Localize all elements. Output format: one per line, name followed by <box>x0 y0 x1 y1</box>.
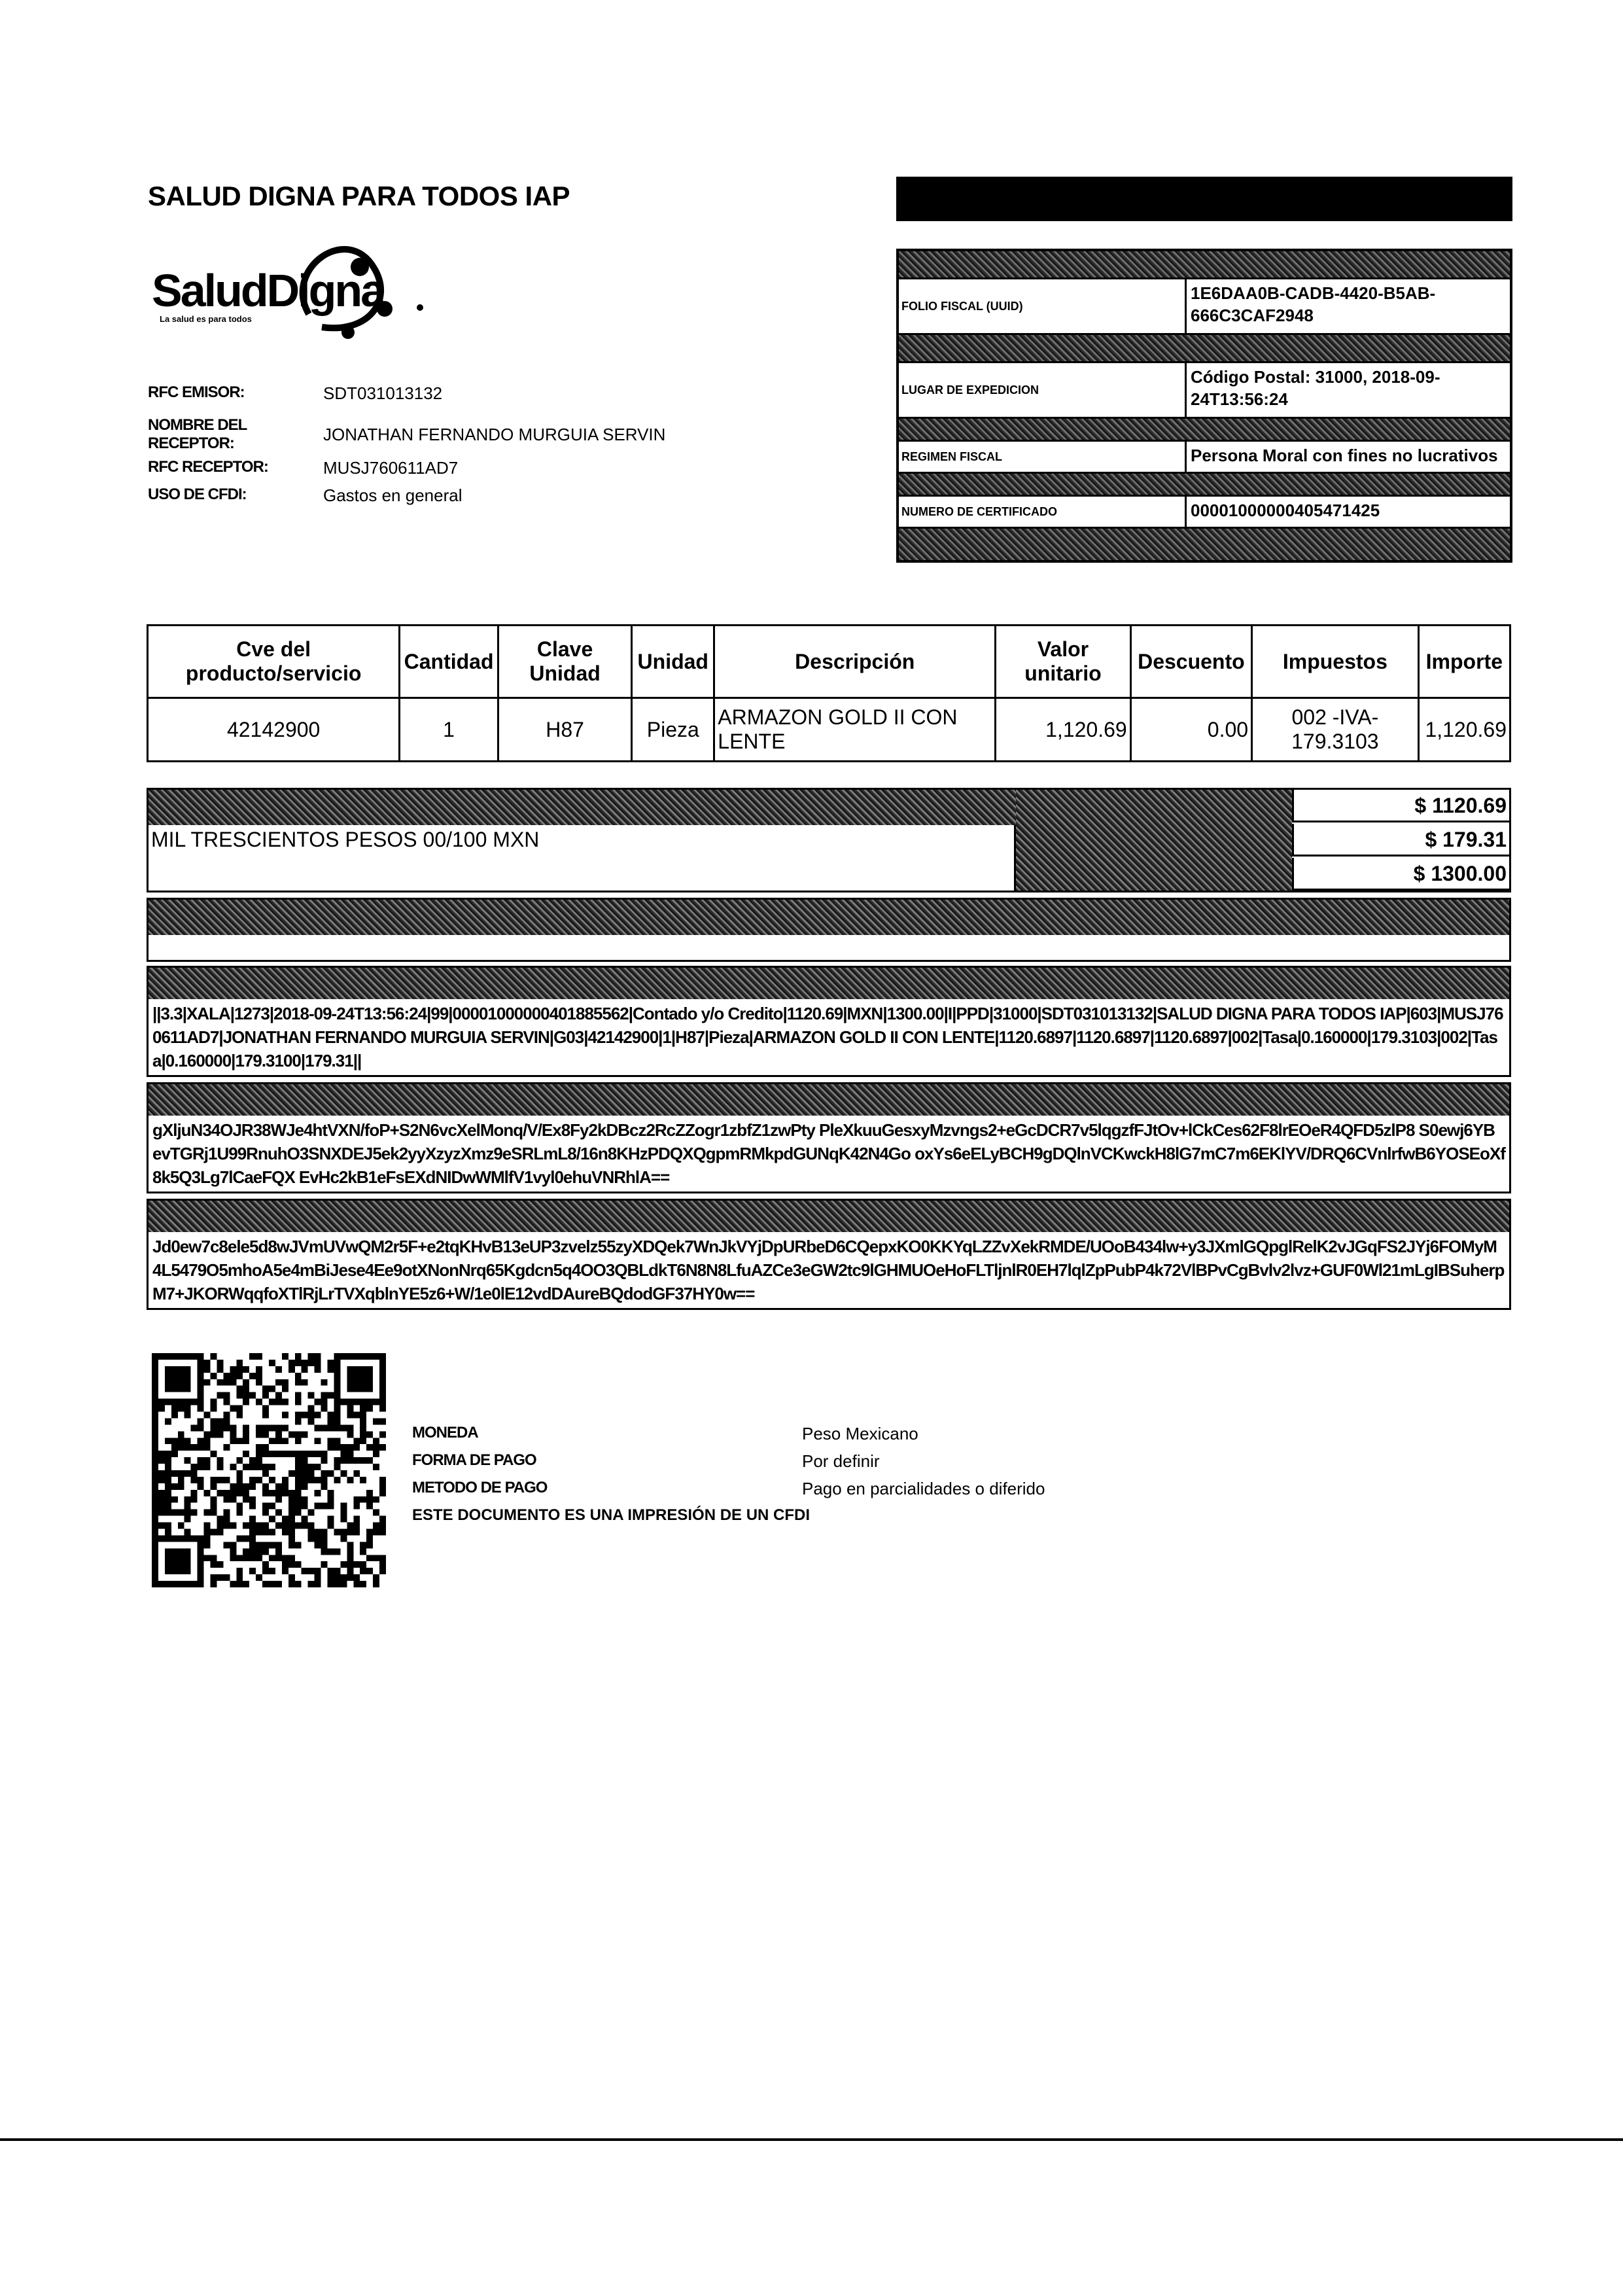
payment-label: MONEDA <box>412 1424 478 1441</box>
payment-value: Pago en parcialidades o diferido <box>802 1479 1045 1498</box>
fiscal-band <box>899 474 1510 495</box>
page-bottom-rule <box>0 2138 1623 2141</box>
iva-value: $ 179.31 <box>1292 824 1509 857</box>
fiscal-value: Persona Moral con fines no lucrativos <box>1191 446 1498 465</box>
amount-in-words: MIL TRESCIENTOS PESOS 00/100 MXN <box>148 825 1016 891</box>
totals-band <box>148 790 1016 825</box>
cell-clave-unidad: H87 <box>498 698 631 762</box>
emisor-value: SDT031013132 <box>323 383 443 403</box>
logo-tagline: La salud es para todos <box>160 314 252 324</box>
cell-unidad: Pieza <box>632 698 714 762</box>
items-header-row <box>148 626 1510 698</box>
disclaimer-text: ESTE DOCUMENTO ES UNA IMPRESIÓN DE UN CFDI <box>412 1506 811 1524</box>
section-band <box>148 900 1509 935</box>
sello-cfdi-section <box>147 1082 1511 1193</box>
payment-row <box>412 1479 1045 1506</box>
fiscal-band <box>899 419 1510 440</box>
emisor-label: RFC EMISOR: <box>148 383 245 401</box>
col-header: Impuestos <box>1252 626 1419 698</box>
fiscal-header-bar <box>896 177 1512 221</box>
col-header: Cve del producto/servicio <box>148 626 400 698</box>
logo-text: SaludDigna <box>152 265 385 316</box>
emisor-info <box>148 383 665 513</box>
payment-row <box>412 1424 1045 1451</box>
cell-valor-unitario: 1,120.69 <box>996 698 1130 762</box>
payment-row <box>412 1451 1045 1479</box>
cadena-original-section <box>147 966 1511 1077</box>
fiscal-label: NUMERO DE CERTIFICADO <box>899 497 1187 527</box>
totals-box <box>147 788 1511 892</box>
fiscal-label: REGIMEN FISCAL <box>899 442 1187 472</box>
company-logo <box>152 229 427 347</box>
total-value: $ 1300.00 <box>1292 858 1509 891</box>
emisor-row <box>148 486 665 513</box>
fiscal-label: LUGAR DE EXPEDICION <box>899 363 1187 417</box>
sello-sat-section <box>147 1199 1511 1310</box>
col-header: Descuento <box>1130 626 1251 698</box>
emisor-value: Gastos en general <box>323 486 462 505</box>
col-header: Cantidad <box>400 626 498 698</box>
emisor-row <box>148 383 665 411</box>
payment-value: Por definir <box>802 1451 880 1471</box>
emisor-label: RFC RECEPTOR: <box>148 458 268 476</box>
payment-label: FORMA DE PAGO <box>412 1451 536 1469</box>
cell-cantidad: 1 <box>400 698 498 762</box>
col-header: Descripción <box>714 626 996 698</box>
fiscal-info-box <box>896 249 1512 563</box>
section-band <box>148 1084 1509 1116</box>
cadena-original-text: ||3.3|XALA|1273|2018-09-24T13:56:24|99|00001000000401885562|Contado y/o Credito|1120.69|MXN|1300.00|I|PPD|31000|SDT031013132|SALUD DIGNA PARA TODOS IAP|603|MUSJ760611AD7|JONATHAN FERNANDO MURGUIA SERVIN|G03|42142900|1|H87|Pieza|ARMAZON GOLD II CON LENTE|1120.6897|1120.6897|1120.6897|002|Tasa|0.160000|179.3103|002|Tasa|0.160000|179.3100|179.31|| <box>148 999 1509 1075</box>
emisor-value: JONATHAN FERNANDO MURGUIA SERVIN <box>323 424 666 444</box>
cell-descripcion: ARMAZON GOLD II CON LENTE <box>714 698 996 762</box>
totals-label-band <box>1016 790 1292 891</box>
payment-info <box>412 1424 1045 1534</box>
payment-value: Peso Mexicano <box>802 1424 918 1443</box>
fiscal-row <box>899 361 1510 419</box>
fiscal-row <box>899 440 1510 474</box>
emisor-value: MUSJ760611AD7 <box>323 458 459 478</box>
emisor-label: NOMBRE DEL RECEPTOR: <box>148 416 247 452</box>
subtotal-value: $ 1120.69 <box>1292 790 1509 822</box>
blank-section <box>147 898 1511 962</box>
emisor-row <box>148 411 665 458</box>
fiscal-value: 00001000000405471425 <box>1191 501 1380 520</box>
cell-importe: 1,120.69 <box>1418 698 1510 762</box>
section-band <box>148 968 1509 999</box>
fiscal-band <box>899 335 1510 361</box>
emisor-label: USO DE CFDI: <box>148 486 247 503</box>
col-header: Importe <box>1418 626 1510 698</box>
company-name: SALUD DIGNA PARA TODOS IAP <box>148 181 570 211</box>
items-table <box>147 624 1511 762</box>
cell-clave-producto: 42142900 <box>148 698 400 762</box>
section-band <box>148 1201 1509 1232</box>
fiscal-label: FOLIO FISCAL (UUID) <box>899 279 1187 333</box>
cell-impuestos: 002 -IVA-179.3103 <box>1252 698 1419 762</box>
col-header: Unidad <box>632 626 714 698</box>
qr-code-icon <box>152 1353 386 1587</box>
fiscal-row <box>899 277 1510 335</box>
emisor-row <box>148 458 665 486</box>
fiscal-value: 1E6DAA0B-CADB-4420-B5AB-666C3CAF2948 <box>1191 283 1436 325</box>
cell-descuento: 0.00 <box>1130 698 1251 762</box>
disclaimer-row <box>412 1506 1045 1534</box>
fiscal-row <box>899 495 1510 529</box>
table-row <box>148 698 1510 762</box>
fiscal-band <box>899 529 1510 560</box>
sello-cfdi-text: gXljuN34OJR38WJe4htVXN/foP+S2N6vcXelMonq/V/Ex8Fy2kDBcz2RcZZogr1zbfZ1zwPty PleXkuuGesxyMzvngs2+eGcDCR7v5lqgzfFJtOv+lCkCes62F8lrEOeR4QFD5zlP8 S0ewj6YB evTGRj1U99RnuhO3SNXDEJ5ek2yyXzyzXmz9eSRLmL8/16n8KHzPDQXQgpmRMkpdGUNqK42N4Go oxYs6eELyBCH9gDQlnVCKwckH8lG7mC7m6EKlYV/DRQ6CVnlrfwB6YOSEoXf8k5Q3Lg7lCaeFQX EvHc2kB1eFsEXdNIDwWMlfV1vyl0ehuVNRhlA== <box>148 1116 1509 1192</box>
payment-label: METODO DE PAGO <box>412 1479 548 1496</box>
col-header: Valor unitario <box>996 626 1130 698</box>
fiscal-band <box>899 251 1510 277</box>
col-header: Clave Unidad <box>498 626 631 698</box>
fiscal-value: Código Postal: 31000, 2018-09-24T13:56:24 <box>1191 367 1440 409</box>
sello-sat-text: Jd0ew7c8ele5d8wJVmUVwQM2r5F+e2tqKHvB13eUP3zvelz55zyXDQek7WnJkVYjDpURbeD6CQepxKO0KKYqLZZvXekRMDE/UOoB434lw+y3JXmlGQpglRelK2vJGqFS2JYj6FOMyM4L5479O5mhoA5e4mBiJese4Ee9otXNonNrq65Kgdcn5q4OO3QBLdkT6N8N8LfuAZCe3eGW2tc9lGHMUOeHoFLTljnlR0EH7lqlZpPubP4k72VlBPvCgBvlv2lvz+GUF0Wl21mLgIBSuherpM7+JKORWqqfoXTlRjLrTVXqblnYE5z6+W/1e0lE12vdDAureBQdodGF37HY0w== <box>148 1232 1509 1308</box>
